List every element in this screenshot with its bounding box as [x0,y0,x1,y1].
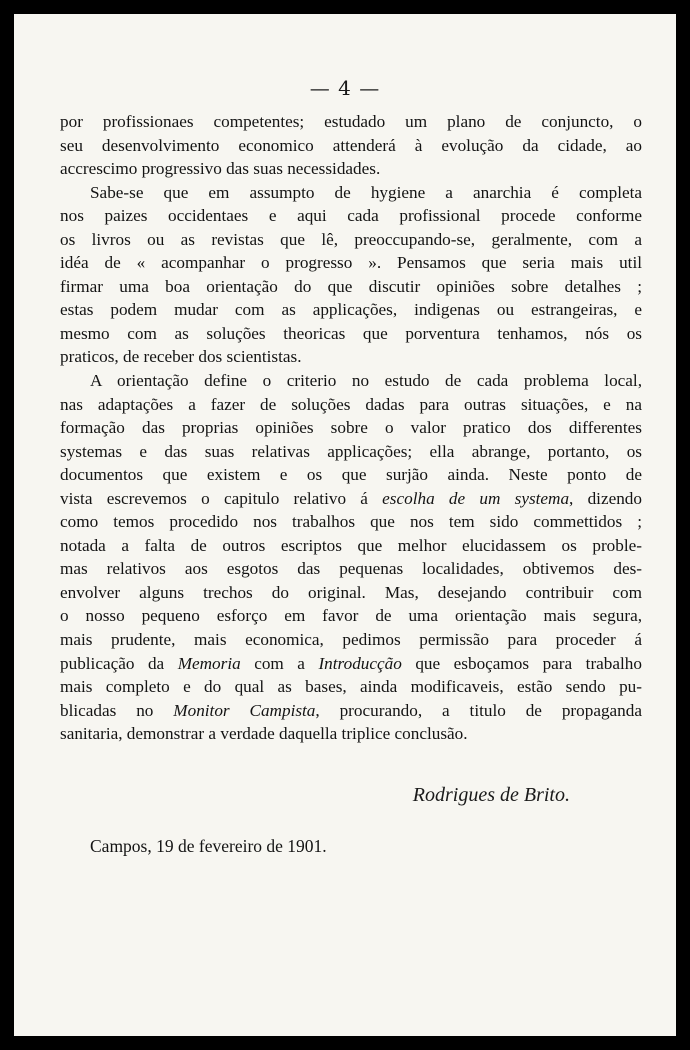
text-segment: blicadas no [60,700,174,720]
text-line: formação das proprias opiniões sobre o valor pratico dos differentes [60,418,642,438]
body-text [60,110,642,746]
text-segment: publicação da [60,653,178,673]
text-line: accrescimo progressivo das suas necessidades. [60,159,381,179]
text-line: notada a falta de outros escriptos que melhor elucidassem os proble- [60,535,642,555]
text-line: os livros ou as revistas que lê, preoccupando-se, geralmente, com a [60,229,642,249]
text-line-with-italic [60,487,642,511]
text-line: mais completo e do qual as bases, ainda modificaveis, estão sendo pu- [60,677,642,697]
text-line: idéa de « acompanhar o progresso ». Pensamos que seria mais util [60,253,642,273]
text-line: nas adaptações a fazer de soluções dadas para outras situações, e na [60,394,642,414]
text-segment: , procurando, a titulo de propaganda [315,700,642,720]
text-segment: vista escrevemos o capitulo relativo á [60,488,383,508]
text-line: Sabe-se que em assumpto de hygiene a anarchia é completa [90,182,642,202]
text-segment: , dizendo [569,488,642,508]
text-line: praticos, de receber dos scientistas. [60,347,302,367]
text-line: A orientação define o criterio no estudo de cada problema local, [90,371,642,391]
text-line: mas relativos aos esgotos das pequenas localidades, obtivemos des- [60,559,642,579]
author-signature: Rodrigues de Brito. [412,784,570,806]
text-line: nos paizes occidentaes e aqui cada profissional procede conforme [60,206,642,226]
text-line: envolver alguns trechos do original. Mas, desejando contribuir com [60,582,642,602]
text-line: sanitaria, demonstrar a verdade daquella triplice conclusão. [60,724,468,744]
text-line: systemas e das suas relativas applicações; ella abrange, portanto, os [60,441,642,461]
page-number: — 4 — [309,76,381,100]
text-line-with-italic [60,699,642,723]
italic-title: Introducção [318,653,402,673]
text-line: mais prudente, mais economica, pedimos permissão para proceder á [60,630,642,650]
text-line: o nosso pequeno esforço em favor de uma orientação mais segura, [60,606,642,626]
italic-title: Memoria [177,653,241,673]
text-segment: com a [240,653,319,673]
text-line: seu desenvolvimento economico attenderá à evolução da cidade, ao [60,135,642,155]
document-page [14,14,676,1036]
italic-title: escolha de um systema [382,488,570,508]
text-line-with-italic [60,652,642,676]
text-line: documentos que existem e os que surjão ainda. Neste ponto de [60,465,642,485]
text-segment: que esboçamos para trabalho [401,653,642,673]
dateline: Campos, 19 de fevereiro de 1901. [90,836,327,856]
text-line: mesmo com as soluções theoricas que porventura tenhamos, nós os [60,323,642,343]
text-line: por profissionaes competentes; estudado um plano de conjuncto, o [60,112,642,131]
italic-title: Monitor Campista [173,700,316,720]
text-line: firmar uma boa orientação do que discutir opiniões sobre detalhes ; [60,276,642,296]
text-line: estas podem mudar com as applicações, indigenas ou estrangeiras, e [60,300,642,320]
text-line: como temos procedido nos trabalhos que nos tem sido commettidos ; [60,512,642,532]
